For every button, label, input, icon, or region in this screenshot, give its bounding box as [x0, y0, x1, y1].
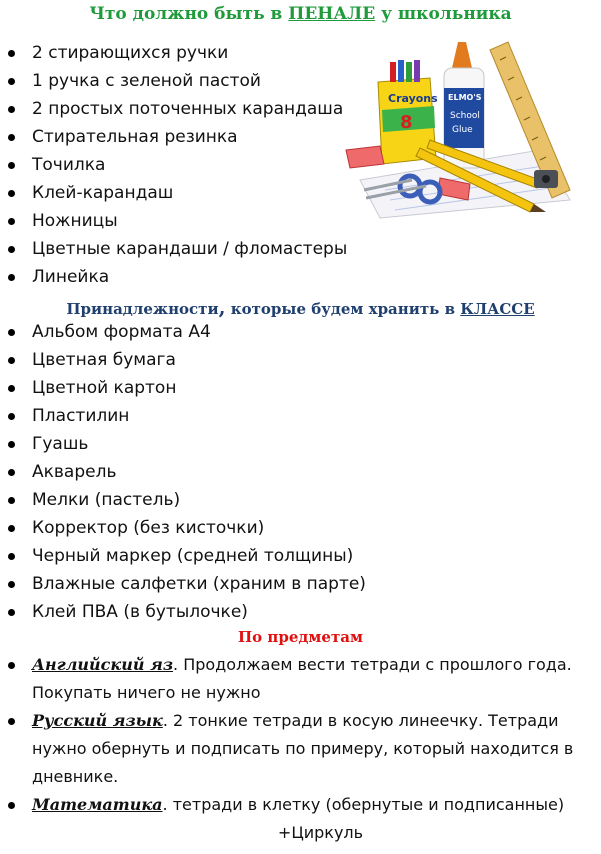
list-item: Ножницы: [0, 207, 347, 235]
list-item: Акварель: [0, 458, 366, 486]
list-item: Корректор (без кисточки): [0, 514, 366, 542]
list-item: Клей-карандаш: [0, 179, 347, 207]
subject-name: Математика: [32, 795, 163, 814]
subject-russian: [0, 707, 601, 791]
glue-line1: School: [450, 111, 480, 121]
subject-text: . 2 тонкие тетради в косую линеечку. Тетради нужно обернуть и подписать по примеру, который находится в дневнике.: [32, 711, 574, 786]
list-item: Линейка: [0, 263, 347, 291]
subject-english: [0, 651, 601, 707]
list-item: Влажные салфетки (храним в парте): [0, 570, 366, 598]
list-item: Мелки (пастель): [0, 486, 366, 514]
list-item: Цветная бумага: [0, 346, 366, 374]
glue-line2: Glue: [452, 125, 473, 135]
list-item: Гуашь: [0, 430, 366, 458]
list-item: Цветной картон: [0, 374, 366, 402]
list-item: 2 стирающихся ручки: [0, 39, 347, 67]
crayons-number: 8: [400, 112, 413, 133]
list-item: Черный маркер (средней толщины): [0, 542, 366, 570]
class-supplies-list: [0, 318, 366, 626]
crayons-brand: Crayons: [388, 92, 438, 105]
subject-text: . тетради в клетку (обернутые и подписанные): [162, 795, 565, 814]
class-title-before: Принадлежности: [66, 300, 219, 318]
subject-text: . Продолжаем вести тетради с прошлого года. Покупать ничего не нужно: [32, 655, 572, 702]
list-item: Цветные карандаши / фломастеры: [0, 235, 347, 263]
pencil-case-list: [0, 39, 347, 291]
subjects-list: [0, 651, 601, 847]
subject-math: [0, 791, 601, 819]
subject-name: Английский яз: [32, 655, 174, 674]
list-item: Стирательная резинка: [0, 123, 347, 151]
class-title-comma: ,: [218, 295, 226, 319]
list-item: 1 ручка с зеленой пастой: [0, 67, 347, 95]
list-item: Клей ПВА (в бутылочке): [0, 598, 366, 626]
subjects-title: По предметам: [237, 628, 364, 646]
subject-name: Русский язык: [32, 711, 163, 730]
page-title: [0, 4, 601, 24]
class-title-emphasis: КЛАССЕ: [460, 300, 535, 318]
glue-brand: ELMO'S: [448, 93, 482, 102]
sharpener-icon: [534, 170, 558, 188]
school-supplies-illustration: [340, 40, 576, 220]
list-item: Альбом формата А4: [0, 318, 366, 346]
compass-line: +Циркуль: [277, 823, 364, 842]
class-section-title: [0, 295, 601, 319]
title-before: Что должно быть в: [89, 4, 289, 24]
title-after: у школьника: [375, 4, 512, 24]
list-item: Точилка: [0, 151, 347, 179]
title-emphasis: ПЕНАЛЕ: [288, 4, 376, 24]
list-item: Пластилин: [0, 402, 366, 430]
list-item: 2 простых поточенных карандаша: [0, 95, 347, 123]
class-title-middle: которые будем хранить в: [225, 300, 461, 318]
